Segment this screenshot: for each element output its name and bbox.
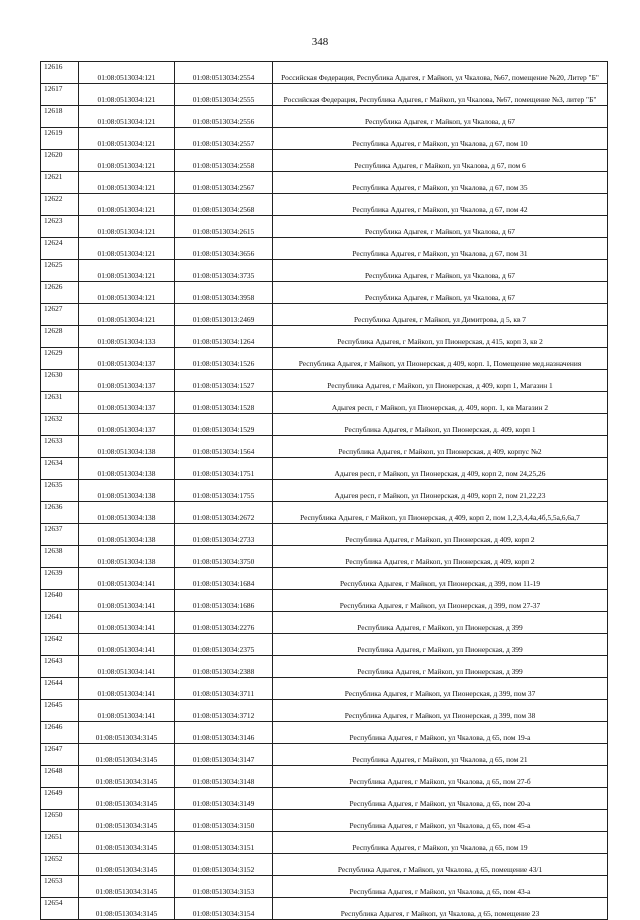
- parent-cadastral-number-cell: 01:08:0513034:3145: [79, 766, 175, 788]
- cadastral-number-cell: 01:08:0513034:2555: [175, 84, 273, 106]
- address-cell: Республика Адыгея, г Майкоп, ул Пионерская, д 399: [273, 634, 608, 656]
- table-row: [41, 524, 608, 546]
- cadastral-number-cell: 01:08:0513034:3153: [175, 876, 273, 898]
- page-number: 348: [311, 36, 329, 48]
- row-number-cell: 12630: [41, 370, 79, 392]
- cadastral-number-cell: 01:08:0513034:2558: [175, 150, 273, 172]
- row-number-cell: 12624: [41, 238, 79, 260]
- address-cell: Республика Адыгея, г Майкоп, ул Чкалова, д 65, пом 19-а: [273, 722, 608, 744]
- cadastral-number-cell: 01:08:0513034:1751: [175, 458, 273, 480]
- address-cell: Российская Федерация, Республика Адыгея, г Майкоп, ул Чкалова, №67, помещение №20, Литер "Б": [273, 62, 608, 84]
- cadastral-number-cell: 01:08:0513034:3147: [175, 744, 273, 766]
- table-row: [41, 458, 608, 480]
- parent-cadastral-number-cell: 01:08:0513034:121: [79, 304, 175, 326]
- cadastral-number-cell: 01:08:0513034:3711: [175, 678, 273, 700]
- cadastral-number-cell: 01:08:0513034:2557: [175, 128, 273, 150]
- row-number-cell: 12647: [41, 744, 79, 766]
- address-cell: Республика Адыгея, г Майкоп, ул Пионерская, д 409, корп. 1, Помещение мед.назначения: [273, 348, 608, 370]
- row-number-cell: 12654: [41, 898, 79, 920]
- cadastral-number-cell: 01:08:0513034:3656: [175, 238, 273, 260]
- table-row: [41, 436, 608, 458]
- cadastral-number-cell: 01:08:0513034:2554: [175, 62, 273, 84]
- cadastral-number-cell: 01:08:0513034:3712: [175, 700, 273, 722]
- parent-cadastral-number-cell: 01:08:0513034:138: [79, 480, 175, 502]
- parent-cadastral-number-cell: 01:08:0513034:133: [79, 326, 175, 348]
- cadastral-number-cell: 01:08:0513034:2388: [175, 656, 273, 678]
- row-number-cell: 12642: [41, 634, 79, 656]
- address-cell: Республика Адыгея, г Майкоп, ул Пионерская, д 399, пом 27-37: [273, 590, 608, 612]
- row-number-cell: 12645: [41, 700, 79, 722]
- table-row: [41, 106, 608, 128]
- address-cell: Республика Адыгея, г Майкоп, ул Чкалова, д 67: [273, 106, 608, 128]
- table-row: [41, 832, 608, 854]
- row-number-cell: 12622: [41, 194, 79, 216]
- address-cell: Республика Адыгея, г Майкоп, ул Пионерская, д 409, корп 1, Магазин 1: [273, 370, 608, 392]
- table-row: [41, 898, 608, 920]
- table-row: [41, 260, 608, 282]
- address-cell: Республика Адыгея, г Майкоп, ул Пионерская, д 399: [273, 656, 608, 678]
- address-cell: Республика Адыгея, г Майкоп, ул Димитрова, д 5, кв 7: [273, 304, 608, 326]
- cadastral-number-cell: 01:08:0513034:1529: [175, 414, 273, 436]
- table-row: [41, 62, 608, 84]
- cadastral-number-cell: 01:08:0513034:2556: [175, 106, 273, 128]
- address-cell: Республика Адыгея, г Майкоп, ул Чкалова, д 65, пом 19: [273, 832, 608, 854]
- row-number-cell: 12639: [41, 568, 79, 590]
- table-row: [41, 656, 608, 678]
- table-row: [41, 348, 608, 370]
- table-row: [41, 480, 608, 502]
- cadastral-number-cell: 01:08:0513034:2733: [175, 524, 273, 546]
- table-row: [41, 612, 608, 634]
- table-row: [41, 282, 608, 304]
- cadastral-number-cell: 01:08:0513034:1564: [175, 436, 273, 458]
- table-row: [41, 766, 608, 788]
- row-number-cell: 12644: [41, 678, 79, 700]
- address-cell: Республика Адыгея, г Майкоп, ул Чкалова, д 65, помещение 23: [273, 898, 608, 920]
- parent-cadastral-number-cell: 01:08:0513034:3145: [79, 876, 175, 898]
- row-number-cell: 12635: [41, 480, 79, 502]
- address-cell: Республика Адыгея, г Майкоп, ул Пионерская, д 415, корп 3, кв 2: [273, 326, 608, 348]
- address-cell: Республика Адыгея, г Майкоп, ул Чкалова, д 67, пом 31: [273, 238, 608, 260]
- cadastral-number-cell: 01:08:0513013:2469: [175, 304, 273, 326]
- address-cell: Адыгея респ, г Майкоп, ул Пионерская, д 409, корп 2, пом 21,22,23: [273, 480, 608, 502]
- parent-cadastral-number-cell: 01:08:0513034:141: [79, 678, 175, 700]
- address-cell: Республика Адыгея, г Майкоп, ул Пионерская, д 409, корп 2, пом 1,2,3,4,4а,4б,5,5а,6,6а,7: [273, 502, 608, 524]
- table-row: [41, 876, 608, 898]
- cadastral-number-cell: 01:08:0513034:3146: [175, 722, 273, 744]
- table-row: [41, 392, 608, 414]
- parent-cadastral-number-cell: 01:08:0513034:3145: [79, 788, 175, 810]
- parent-cadastral-number-cell: 01:08:0513034:137: [79, 348, 175, 370]
- table-row: [41, 744, 608, 766]
- address-cell: Республика Адыгея, г Майкоп, ул Чкалова, д 65, пом 45-а: [273, 810, 608, 832]
- row-number-cell: 12638: [41, 546, 79, 568]
- table-row: [41, 304, 608, 326]
- parent-cadastral-number-cell: 01:08:0513034:141: [79, 700, 175, 722]
- parent-cadastral-number-cell: 01:08:0513034:141: [79, 656, 175, 678]
- parent-cadastral-number-cell: 01:08:0513034:138: [79, 458, 175, 480]
- registry-table: [40, 61, 608, 920]
- address-cell: Адыгея респ, г Майкоп, ул Пионерская, д. 409, корп. 1, кв Магазин 2: [273, 392, 608, 414]
- address-cell: Республика Адыгея, г Майкоп, ул Пионерская, д 399, пом 38: [273, 700, 608, 722]
- address-cell: Республика Адыгея, г Майкоп, ул Чкалова, д 65, пом 20-а: [273, 788, 608, 810]
- table-row: [41, 810, 608, 832]
- cadastral-number-cell: 01:08:0513034:2568: [175, 194, 273, 216]
- address-cell: Республика Адыгея, г Майкоп, ул Чкалова, д 67, пом 42: [273, 194, 608, 216]
- row-number-cell: 12651: [41, 832, 79, 854]
- row-number-cell: 12649: [41, 788, 79, 810]
- table-row: [41, 370, 608, 392]
- cadastral-number-cell: 01:08:0513034:2567: [175, 172, 273, 194]
- table-row: [41, 238, 608, 260]
- parent-cadastral-number-cell: 01:08:0513034:141: [79, 590, 175, 612]
- row-number-cell: 12643: [41, 656, 79, 678]
- address-cell: Республика Адыгея, г Майкоп, ул Пионерская, д 409, корп 2: [273, 546, 608, 568]
- cadastral-number-cell: 01:08:0513034:3750: [175, 546, 273, 568]
- row-number-cell: 12628: [41, 326, 79, 348]
- table-row: [41, 568, 608, 590]
- parent-cadastral-number-cell: 01:08:0513034:138: [79, 524, 175, 546]
- address-cell: Республика Адыгея, г Майкоп, ул Чкалова, д 67: [273, 260, 608, 282]
- cadastral-number-cell: 01:08:0513034:1527: [175, 370, 273, 392]
- table-row: [41, 788, 608, 810]
- parent-cadastral-number-cell: 01:08:0513034:3145: [79, 722, 175, 744]
- cadastral-number-cell: 01:08:0513034:2672: [175, 502, 273, 524]
- row-number-cell: 12633: [41, 436, 79, 458]
- cadastral-number-cell: 01:08:0513034:3149: [175, 788, 273, 810]
- table-row: [41, 854, 608, 876]
- table-row: [41, 84, 608, 106]
- parent-cadastral-number-cell: 01:08:0513034:121: [79, 84, 175, 106]
- cadastral-number-cell: 01:08:0513034:1526: [175, 348, 273, 370]
- cadastral-number-cell: 01:08:0513034:3151: [175, 832, 273, 854]
- address-cell: Республика Адыгея, г Майкоп, ул Пионерская, д. 409, корп 1: [273, 414, 608, 436]
- cadastral-number-cell: 01:08:0513034:2375: [175, 634, 273, 656]
- parent-cadastral-number-cell: 01:08:0513034:141: [79, 634, 175, 656]
- row-number-cell: 12634: [41, 458, 79, 480]
- table-row: [41, 216, 608, 238]
- address-cell: Республика Адыгея, г Майкоп, ул Пионерская, д 399, пом 11-19: [273, 568, 608, 590]
- parent-cadastral-number-cell: 01:08:0513034:3145: [79, 744, 175, 766]
- row-number-cell: 12637: [41, 524, 79, 546]
- parent-cadastral-number-cell: 01:08:0513034:121: [79, 282, 175, 304]
- parent-cadastral-number-cell: 01:08:0513034:141: [79, 568, 175, 590]
- row-number-cell: 12617: [41, 84, 79, 106]
- address-cell: Республика Адыгея, г Майкоп, ул Чкалова, д 67, пом 35: [273, 172, 608, 194]
- cadastral-number-cell: 01:08:0513034:1755: [175, 480, 273, 502]
- parent-cadastral-number-cell: 01:08:0513034:3145: [79, 898, 175, 920]
- row-number-cell: 12653: [41, 876, 79, 898]
- cadastral-number-cell: 01:08:0513034:3152: [175, 854, 273, 876]
- row-number-cell: 12627: [41, 304, 79, 326]
- parent-cadastral-number-cell: 01:08:0513034:121: [79, 260, 175, 282]
- row-number-cell: 12636: [41, 502, 79, 524]
- table-row: [41, 678, 608, 700]
- cadastral-number-cell: 01:08:0513034:3150: [175, 810, 273, 832]
- address-cell: Адыгея респ, г Майкоп, ул Пионерская, д 409, корп 2, пом 24,25,26: [273, 458, 608, 480]
- registry-table-body: [41, 62, 608, 920]
- table-row: [41, 172, 608, 194]
- address-cell: Республика Адыгея, г Майкоп, ул Пионерская, д 409, корпус №2: [273, 436, 608, 458]
- table-row: [41, 150, 608, 172]
- table-row: [41, 414, 608, 436]
- parent-cadastral-number-cell: 01:08:0513034:121: [79, 106, 175, 128]
- row-number-cell: 12616: [41, 62, 79, 84]
- table-row: [41, 700, 608, 722]
- row-number-cell: 12641: [41, 612, 79, 634]
- address-cell: Республика Адыгея, г Майкоп, ул Чкалова, д 65, пом 43-а: [273, 876, 608, 898]
- table-row: [41, 128, 608, 150]
- cadastral-number-cell: 01:08:0513034:3154: [175, 898, 273, 920]
- parent-cadastral-number-cell: 01:08:0513034:3145: [79, 854, 175, 876]
- row-number-cell: 12619: [41, 128, 79, 150]
- table-row: [41, 590, 608, 612]
- address-cell: Республика Адыгея, г Майкоп, ул Чкалова, д 67, пом 6: [273, 150, 608, 172]
- row-number-cell: 12623: [41, 216, 79, 238]
- row-number-cell: 12620: [41, 150, 79, 172]
- parent-cadastral-number-cell: 01:08:0513034:121: [79, 194, 175, 216]
- row-number-cell: 12621: [41, 172, 79, 194]
- parent-cadastral-number-cell: 01:08:0513034:121: [79, 216, 175, 238]
- table-row: [41, 194, 608, 216]
- address-cell: Республика Адыгея, г Майкоп, ул Чкалова, д 67: [273, 216, 608, 238]
- address-cell: Республика Адыгея, г Майкоп, ул Чкалова, д 65, пом 27-б: [273, 766, 608, 788]
- address-cell: Республика Адыгея, г Майкоп, ул Пионерская, д 399: [273, 612, 608, 634]
- table-row: [41, 634, 608, 656]
- address-cell: Республика Адыгея, г Майкоп, ул Чкалова, д 67, пом 10: [273, 128, 608, 150]
- parent-cadastral-number-cell: 01:08:0513034:138: [79, 502, 175, 524]
- address-cell: Республика Адыгея, г Майкоп, ул Пионерская, д 409, корп 2: [273, 524, 608, 546]
- cadastral-number-cell: 01:08:0513034:2276: [175, 612, 273, 634]
- parent-cadastral-number-cell: 01:08:0513034:121: [79, 238, 175, 260]
- parent-cadastral-number-cell: 01:08:0513034:137: [79, 370, 175, 392]
- parent-cadastral-number-cell: 01:08:0513034:138: [79, 436, 175, 458]
- parent-cadastral-number-cell: 01:08:0513034:138: [79, 546, 175, 568]
- cadastral-number-cell: 01:08:0513034:1684: [175, 568, 273, 590]
- row-number-cell: 12618: [41, 106, 79, 128]
- cadastral-number-cell: 01:08:0513034:3735: [175, 260, 273, 282]
- parent-cadastral-number-cell: 01:08:0513034:121: [79, 150, 175, 172]
- row-number-cell: 12652: [41, 854, 79, 876]
- address-cell: Республика Адыгея, г Майкоп, ул Пионерская, д 399, пом 37: [273, 678, 608, 700]
- parent-cadastral-number-cell: 01:08:0513034:137: [79, 392, 175, 414]
- row-number-cell: 12626: [41, 282, 79, 304]
- cadastral-number-cell: 01:08:0513034:3958: [175, 282, 273, 304]
- cadastral-number-cell: 01:08:0513034:1528: [175, 392, 273, 414]
- address-cell: Российская Федерация, Республика Адыгея, г Майкоп, ул Чкалова, №67, помещение №3, литер "Б": [273, 84, 608, 106]
- table-row: [41, 546, 608, 568]
- parent-cadastral-number-cell: 01:08:0513034:121: [79, 128, 175, 150]
- row-number-cell: 12648: [41, 766, 79, 788]
- row-number-cell: 12632: [41, 414, 79, 436]
- parent-cadastral-number-cell: 01:08:0513034:137: [79, 414, 175, 436]
- parent-cadastral-number-cell: 01:08:0513034:3145: [79, 810, 175, 832]
- cadastral-number-cell: 01:08:0513034:1264: [175, 326, 273, 348]
- row-number-cell: 12640: [41, 590, 79, 612]
- parent-cadastral-number-cell: 01:08:0513034:3145: [79, 832, 175, 854]
- row-number-cell: 12629: [41, 348, 79, 370]
- address-cell: Республика Адыгея, г Майкоп, ул Чкалова, д 65, пом 21: [273, 744, 608, 766]
- address-cell: Республика Адыгея, г Майкоп, ул Чкалова, д 65, помещение 43/1: [273, 854, 608, 876]
- cadastral-number-cell: 01:08:0513034:3148: [175, 766, 273, 788]
- parent-cadastral-number-cell: 01:08:0513034:121: [79, 172, 175, 194]
- parent-cadastral-number-cell: 01:08:0513034:121: [79, 62, 175, 84]
- table-row: [41, 326, 608, 348]
- row-number-cell: 12650: [41, 810, 79, 832]
- parent-cadastral-number-cell: 01:08:0513034:141: [79, 612, 175, 634]
- row-number-cell: 12625: [41, 260, 79, 282]
- table-row: [41, 722, 608, 744]
- row-number-cell: 12646: [41, 722, 79, 744]
- row-number-cell: 12631: [41, 392, 79, 414]
- address-cell: Республика Адыгея, г Майкоп, ул Чкалова, д 67: [273, 282, 608, 304]
- cadastral-number-cell: 01:08:0513034:1686: [175, 590, 273, 612]
- cadastral-number-cell: 01:08:0513034:2615: [175, 216, 273, 238]
- table-row: [41, 502, 608, 524]
